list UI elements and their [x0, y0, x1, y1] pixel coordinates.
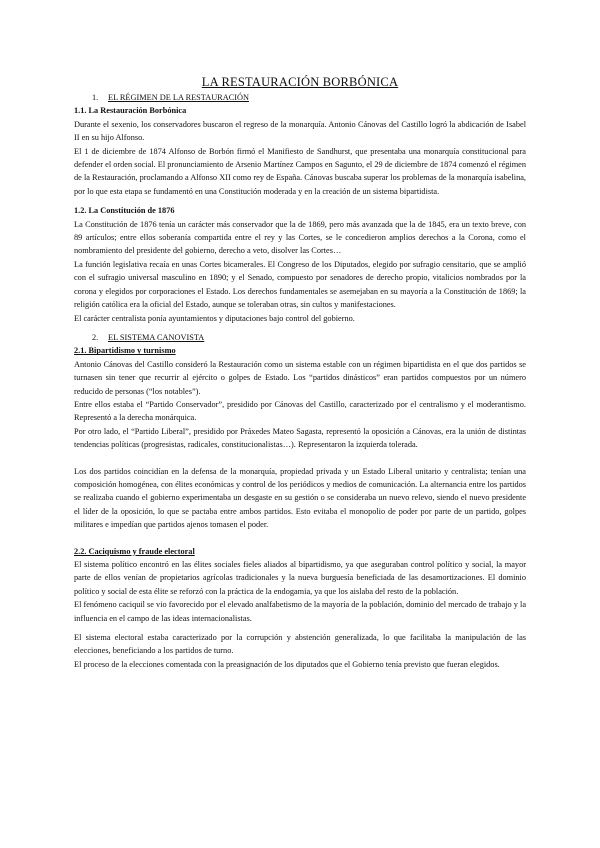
- section-1-number: 1.: [92, 93, 99, 102]
- subsection-2-1-heading: 2.1. Bipartidismo y turnismo: [74, 346, 176, 356]
- paragraph: Durante el sexenio, los conservadores buscaron el regreso de la monarquía. Antonio Cánovas del Castillo logró la abdicación de Isabel II en su hijo Alfonso.: [74, 119, 526, 143]
- paragraph: El carácter centralista ponía ayuntamientos y diputaciones bajo control del gobierno.: [74, 313, 355, 323]
- section-2-heading: [74, 331, 526, 344]
- paragraph: Por otro lado, el “Partido Liberal”, presidido por Práxedes Mateo Sagasta, representó la oposición a Cánovas, era la unión de distintas tendencias políticas (progresistas, radicales, constitucionalistas…). Representaron la izquierda tolerada.: [74, 426, 526, 450]
- paragraph: El fenómeno caciquil se vio favorecido por el elevado analfabetismo de la mayoría de la población, dominio del mercado de trabajo y la influencia en el campo de las ideas internacionalistas.: [74, 600, 526, 623]
- subsection-1-1-heading: 1.1. La Restauración Borbónica: [74, 106, 187, 116]
- paragraph: La Constitución de 1876 tenía un carácter más conservador que la de 1869, pero más avanzada que la de 1845, era un texto breve, con 89 artículos; entre ellos soberanía compartida entre el rey y las Cortes, se le concedieron amplios derechos a la Corona, como el nombramiento del presidente del gobierno, derecho a veto, disolver las Cortes…: [74, 219, 526, 256]
- section-2-number: 2.: [92, 332, 99, 342]
- paragraph: Entre ellos estaba el “Partido Conservador”, presidido por Cánovas del Castillo, caracterizado por el centralismo y el moderantismo. Representó a la derecha monárquica.: [74, 399, 526, 423]
- section-1-heading: [74, 91, 526, 104]
- paragraph: Los dos partidos coincidían en la defensa de la monarquía, propiedad privada y un Estado Liberal unitario y centralista; tenían una composición homogénea, con élites económicas y control de los periódicos y medios de comunicación. La alternancia entre los partidos se realizaba cuando el gobierno experimentaba un desgaste en su gestión o se consideraba un nuevo relevo, siendo el nuevo presidente el líder de la oposición, lo que se pactaba entre ambos partidos. Esto evitaba el monopolio de poder por parte de un partido, golpes militares e impedían que partidos ajenos tomasen el poder.: [74, 466, 526, 530]
- paragraph: El sistema político encontró en las élites sociales fieles aliados al bipartidismo, ya que aseguraban control político y social, la mayor parte de ellos venían de propietarios agrícolas tradicionales y la nueva burguesía beneficiada de las desamortizaciones. El dominio político y social de esta élite se reforzó con la práctica de la endogamia, ya que los aislaba del resto de la población.: [74, 560, 526, 596]
- section-2-title: EL SISTEMA CANOVISTA: [108, 332, 205, 342]
- paragraph: La función legislativa recaía en unas Cortes bicamerales. El Congreso de los Diputados, elegido por sufragio censitario, que se amplió con el sufragio universal masculino en 1890; y el Senado, compuesto por senadores de derecho propio, vitalicios nombrados por la corona y elegidos por corporaciones el Estado. Los derechos fundamentales se asemejaban en su mayoría a la Constitución de 1869; la religión católica era la oficial del Estado, aunque se toleraban otras, sin cultos y manifestaciones.: [74, 259, 526, 310]
- subsection-2-2-heading: 2.2. Caciquismo y fraude electoral: [74, 546, 195, 556]
- paragraph: Antonio Cánovas del Castillo consideró la Restauración como un sistema estable con un régimen bipartidista en el que dos partidos se turnasen sin tener que recurrir al ejército o golpes de Estado. Los “partidos dinásticos” eran partidos compuestos por un número reducido de personas (“los notables”).: [74, 359, 526, 396]
- document-title: LA RESTAURACIÓN BORBÓNICA: [201, 75, 399, 89]
- paragraph: El sistema electoral estaba caracterizado por la corrupción y abstención generalizada, lo que facilitaba la manipulación de las elecciones, beneficiando a los partidos de turno.: [74, 633, 526, 656]
- paragraph: El 1 de diciembre de 1874 Alfonso de Borbón firmó el Manifiesto de Sandhurst, que presentaba una monarquía constitucional para defender el orden social. El pronunciamiento de Arsenio Martínez Campos en Sagunto, el 29 de diciembre de 1874 comenzó el régimen de la Restauración, proclamando a Alfonso XII como rey de España. Cánovas buscaba superar los problemas de la monarquía isabelina, por lo que esta etapa se fundamentó en una Constitución moderada y en la creación de un sistema bipartidista.: [74, 146, 526, 196]
- paragraph: El proceso de la elecciones comentada con la preasignación de los diputados que el Gobierno tenía previsto que fueran elegidos.: [74, 659, 500, 669]
- section-1-title: EL RÉGIMEN DE LA RESTAURACIÓN: [108, 93, 249, 102]
- subsection-1-2-heading: 1.2. La Constitución de 1876: [74, 206, 175, 216]
- document-page: [74, 74, 526, 671]
